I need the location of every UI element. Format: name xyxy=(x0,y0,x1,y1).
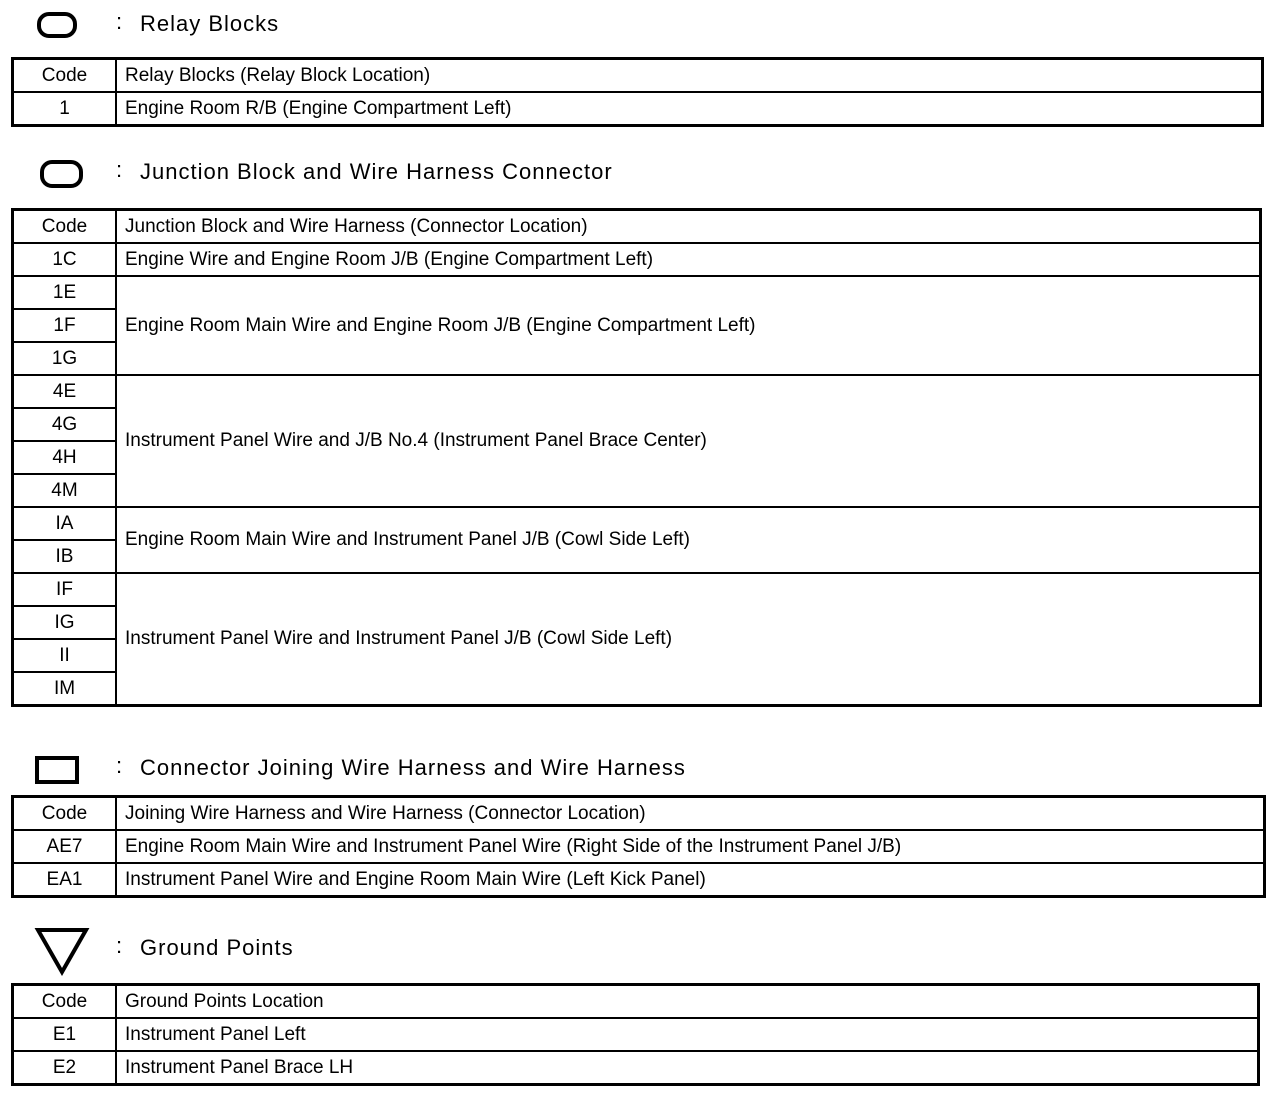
table-row xyxy=(13,276,1261,309)
code-header: Code xyxy=(13,210,117,244)
section-title: Relay Blocks xyxy=(140,11,280,36)
code-cell: 1C xyxy=(13,243,117,276)
description-cell: Instrument Panel Left xyxy=(116,1018,1259,1051)
colon: : xyxy=(116,157,123,182)
description-header: Junction Block and Wire Harness (Connector Location) xyxy=(116,210,1261,244)
junction-block-heading xyxy=(0,156,1280,196)
code-cell: IA xyxy=(13,507,117,540)
connector-heading xyxy=(0,752,1280,792)
code-cell: 1 xyxy=(13,92,117,126)
description-cell: Engine Room Main Wire and Instrument Panel Wire (Right Side of the Instrument Panel J/B) xyxy=(116,830,1265,863)
description-cell: Engine Wire and Engine Room J/B (Engine Compartment Left) xyxy=(116,243,1261,276)
code-cell: AE7 xyxy=(13,830,117,863)
table-row xyxy=(13,507,1261,540)
triangle-down-icon xyxy=(34,926,90,976)
section-title: Ground Points xyxy=(140,935,294,960)
junction-block-table xyxy=(11,208,1262,707)
description-cell: Engine Room Main Wire and Engine Room J/B (Engine Compartment Left) xyxy=(116,276,1261,375)
code-cell: 1E xyxy=(13,276,117,309)
table-row xyxy=(13,830,1265,863)
table-header-row xyxy=(13,59,1263,93)
rounded-rectangle-icon xyxy=(40,160,83,188)
connector-table xyxy=(11,795,1266,898)
table-row xyxy=(13,1018,1259,1051)
rounded-rectangle-icon xyxy=(37,12,77,38)
table-row xyxy=(13,1051,1259,1085)
code-cell: 4M xyxy=(13,474,117,507)
code-cell: 4H xyxy=(13,441,117,474)
description-cell: Instrument Panel Wire and Engine Room Main Wire (Left Kick Panel) xyxy=(116,863,1265,897)
description-header: Ground Points Location xyxy=(116,985,1259,1019)
code-cell: 4E xyxy=(13,375,117,408)
code-header: Code xyxy=(13,59,117,93)
table-row xyxy=(13,243,1261,276)
colon: : xyxy=(116,933,123,958)
rectangle-icon xyxy=(35,756,79,784)
description-cell: Instrument Panel Brace LH xyxy=(116,1051,1259,1085)
description-header: Relay Blocks (Relay Block Location) xyxy=(116,59,1263,93)
table-row xyxy=(13,863,1265,897)
table-row xyxy=(13,92,1263,126)
code-header: Code xyxy=(13,797,117,831)
table-row xyxy=(13,573,1261,606)
code-cell: 4G xyxy=(13,408,117,441)
section-title: Connector Joining Wire Harness and Wire Harness xyxy=(140,755,686,780)
table-header-row xyxy=(13,210,1261,244)
table-row xyxy=(13,375,1261,408)
description-cell: Instrument Panel Wire and Instrument Panel J/B (Cowl Side Left) xyxy=(116,573,1261,706)
relay-blocks-table xyxy=(11,57,1264,127)
ground-points-table xyxy=(11,983,1260,1086)
code-cell: E1 xyxy=(13,1018,117,1051)
description-cell: Engine Room R/B (Engine Compartment Left) xyxy=(116,92,1263,126)
table-header-row xyxy=(13,985,1259,1019)
table-header-row xyxy=(13,797,1265,831)
code-cell: IF xyxy=(13,573,117,606)
code-header: Code xyxy=(13,985,117,1019)
section-title: Junction Block and Wire Harness Connector xyxy=(140,159,613,184)
relay-blocks-heading xyxy=(0,8,1280,48)
code-cell: E2 xyxy=(13,1051,117,1085)
code-cell: 1F xyxy=(13,309,117,342)
code-cell: EA1 xyxy=(13,863,117,897)
description-cell: Instrument Panel Wire and J/B No.4 (Instrument Panel Brace Center) xyxy=(116,375,1261,507)
colon: : xyxy=(116,9,123,34)
code-cell: IG xyxy=(13,606,117,639)
code-cell: 1G xyxy=(13,342,117,375)
description-header: Joining Wire Harness and Wire Harness (Connector Location) xyxy=(116,797,1265,831)
ground-points-heading xyxy=(0,926,1280,966)
colon: : xyxy=(116,753,123,778)
description-cell: Engine Room Main Wire and Instrument Panel J/B (Cowl Side Left) xyxy=(116,507,1261,573)
code-cell: IB xyxy=(13,540,117,573)
code-cell: IM xyxy=(13,672,117,706)
code-cell: II xyxy=(13,639,117,672)
